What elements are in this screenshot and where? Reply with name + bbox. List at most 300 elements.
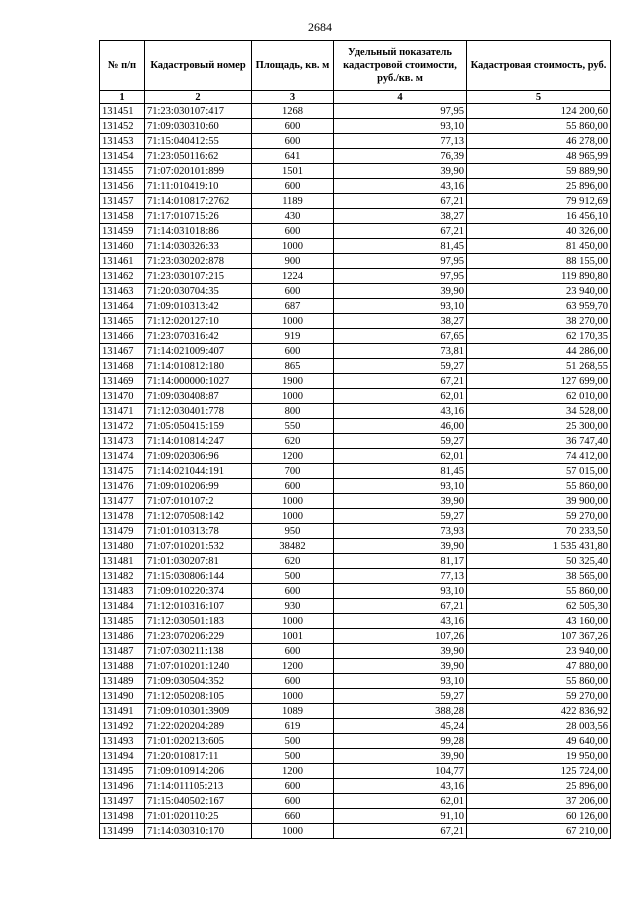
table-row	[100, 554, 611, 569]
area-cell: 1000	[252, 509, 334, 524]
cadastral-number-cell: 71:23:050116:62	[145, 149, 252, 164]
cadastral-number-cell: 71:07:030211:138	[145, 644, 252, 659]
unit-value-cell: 67,21	[334, 824, 467, 839]
table-row	[100, 389, 611, 404]
unit-value-cell: 59,27	[334, 689, 467, 704]
cadastral-value-cell: 55 860,00	[467, 479, 611, 494]
table-row	[100, 494, 611, 509]
cadastral-value-cell: 39 900,00	[467, 494, 611, 509]
cadastral-number-cell: 71:23:070316:42	[145, 329, 252, 344]
cadastral-number-cell: 71:09:010220:374	[145, 584, 252, 599]
table-row	[100, 779, 611, 794]
cadastral-value-cell: 19 950,00	[467, 749, 611, 764]
unit-value-cell: 67,21	[334, 599, 467, 614]
cadastral-number-cell: 71:14:021044:191	[145, 464, 252, 479]
area-cell: 800	[252, 404, 334, 419]
cadastral-value-cell: 62 170,35	[467, 329, 611, 344]
unit-value-cell: 39,90	[334, 644, 467, 659]
row-number-cell: 131493	[100, 734, 145, 749]
row-number-cell: 131495	[100, 764, 145, 779]
cadastral-value-cell: 55 860,00	[467, 119, 611, 134]
area-cell: 600	[252, 479, 334, 494]
unit-value-cell: 59,27	[334, 434, 467, 449]
row-number-cell: 131498	[100, 809, 145, 824]
cadastral-number-cell: 71:23:070206:229	[145, 629, 252, 644]
cadastral-value-cell: 37 206,00	[467, 794, 611, 809]
cadastral-number-cell: 71:07:010201:532	[145, 539, 252, 554]
area-cell: 1001	[252, 629, 334, 644]
cadastral-number-cell: 71:23:030107:417	[145, 104, 252, 119]
table-header-row	[100, 41, 611, 91]
cadastral-number-cell: 71:23:030202:878	[145, 254, 252, 269]
cadastral-number-cell: 71:12:050208:105	[145, 689, 252, 704]
row-number-cell: 131480	[100, 539, 145, 554]
area-cell: 600	[252, 134, 334, 149]
row-number-cell: 131454	[100, 149, 145, 164]
table-row	[100, 749, 611, 764]
table-row	[100, 629, 611, 644]
table-row	[100, 584, 611, 599]
unit-value-cell: 43,16	[334, 179, 467, 194]
unit-value-cell: 45,24	[334, 719, 467, 734]
column-number: 4	[334, 91, 467, 104]
unit-value-cell: 39,90	[334, 539, 467, 554]
unit-value-cell: 388,28	[334, 704, 467, 719]
cadastral-value-cell: 25 896,00	[467, 179, 611, 194]
area-cell: 600	[252, 224, 334, 239]
cadastral-number-cell: 71:22:020204:289	[145, 719, 252, 734]
row-number-cell: 131452	[100, 119, 145, 134]
unit-value-cell: 43,16	[334, 779, 467, 794]
table-row	[100, 764, 611, 779]
cadastral-value-cell: 16 456,10	[467, 209, 611, 224]
area-cell: 600	[252, 674, 334, 689]
header-unit-value: Удельный показатель кадастровой стоимости, руб./кв. м	[334, 41, 467, 91]
unit-value-cell: 91,10	[334, 809, 467, 824]
area-cell: 1000	[252, 614, 334, 629]
cadastral-number-cell: 71:01:020213:605	[145, 734, 252, 749]
cadastral-value-cell: 74 412,00	[467, 449, 611, 464]
unit-value-cell: 62,01	[334, 794, 467, 809]
row-number-cell: 131469	[100, 374, 145, 389]
unit-value-cell: 97,95	[334, 254, 467, 269]
area-cell: 600	[252, 779, 334, 794]
row-number-cell: 131479	[100, 524, 145, 539]
table-row	[100, 734, 611, 749]
area-cell: 950	[252, 524, 334, 539]
row-number-cell: 131453	[100, 134, 145, 149]
cadastral-number-cell: 71:20:030704:35	[145, 284, 252, 299]
area-cell: 660	[252, 809, 334, 824]
cadastral-value-cell: 59 889,90	[467, 164, 611, 179]
row-number-cell: 131468	[100, 359, 145, 374]
table-row	[100, 524, 611, 539]
row-number-cell: 131482	[100, 569, 145, 584]
area-cell: 1000	[252, 494, 334, 509]
row-number-cell: 131496	[100, 779, 145, 794]
cadastral-value-cell: 67 210,00	[467, 824, 611, 839]
cadastral-value-cell: 25 300,00	[467, 419, 611, 434]
unit-value-cell: 38,27	[334, 209, 467, 224]
unit-value-cell: 43,16	[334, 404, 467, 419]
cadastral-number-cell: 71:14:010814:247	[145, 434, 252, 449]
unit-value-cell: 46,00	[334, 419, 467, 434]
unit-value-cell: 39,90	[334, 494, 467, 509]
area-cell: 1000	[252, 389, 334, 404]
cadastral-value-cell: 81 450,00	[467, 239, 611, 254]
unit-value-cell: 67,65	[334, 329, 467, 344]
cadastral-number-cell: 71:09:030504:352	[145, 674, 252, 689]
cadastral-value-cell: 44 286,00	[467, 344, 611, 359]
cadastral-number-cell: 71:07:020101:899	[145, 164, 252, 179]
area-cell: 1268	[252, 104, 334, 119]
cadastral-value-cell: 40 326,00	[467, 224, 611, 239]
unit-value-cell: 97,95	[334, 104, 467, 119]
area-cell: 600	[252, 584, 334, 599]
cadastral-value-cell: 60 126,00	[467, 809, 611, 824]
row-number-cell: 131484	[100, 599, 145, 614]
area-cell: 600	[252, 794, 334, 809]
table-row	[100, 599, 611, 614]
row-number-cell: 131475	[100, 464, 145, 479]
cadastral-value-cell: 38 270,00	[467, 314, 611, 329]
table-body	[100, 104, 611, 839]
area-cell: 1000	[252, 824, 334, 839]
area-cell: 619	[252, 719, 334, 734]
row-number-cell: 131481	[100, 554, 145, 569]
unit-value-cell: 81,45	[334, 239, 467, 254]
row-number-cell: 131478	[100, 509, 145, 524]
table-row	[100, 689, 611, 704]
cadastral-number-cell: 71:14:031018:86	[145, 224, 252, 239]
unit-value-cell: 104,77	[334, 764, 467, 779]
area-cell: 865	[252, 359, 334, 374]
table-row	[100, 239, 611, 254]
cadastral-number-cell: 71:09:010301:3909	[145, 704, 252, 719]
cadastral-value-cell: 422 836,92	[467, 704, 611, 719]
area-cell: 500	[252, 569, 334, 584]
cadastral-value-cell: 63 959,70	[467, 299, 611, 314]
row-number-cell: 131455	[100, 164, 145, 179]
row-number-cell: 131461	[100, 254, 145, 269]
page-number: 2684	[308, 20, 332, 34]
cadastral-number-cell: 71:07:010107:2	[145, 494, 252, 509]
cadastral-number-cell: 71:15:040502:167	[145, 794, 252, 809]
area-cell: 1000	[252, 314, 334, 329]
cadastral-value-cell: 62 010,00	[467, 389, 611, 404]
cadastral-number-cell: 71:14:011105:213	[145, 779, 252, 794]
cadastral-value-cell: 119 890,80	[467, 269, 611, 284]
cadastral-value-cell: 59 270,00	[467, 509, 611, 524]
cadastral-number-cell: 71:09:010206:99	[145, 479, 252, 494]
cadastral-number-cell: 71:11:010419:10	[145, 179, 252, 194]
row-number-cell: 131463	[100, 284, 145, 299]
cadastral-value-cell: 125 724,00	[467, 764, 611, 779]
row-number-cell: 131466	[100, 329, 145, 344]
row-number-cell: 131488	[100, 659, 145, 674]
unit-value-cell: 93,10	[334, 119, 467, 134]
table-row	[100, 449, 611, 464]
row-number-cell: 131487	[100, 644, 145, 659]
header-row-number: № п/п	[100, 41, 145, 91]
table-row	[100, 299, 611, 314]
unit-value-cell: 76,39	[334, 149, 467, 164]
cadastral-table	[99, 40, 611, 839]
area-cell: 600	[252, 179, 334, 194]
row-number-cell: 131464	[100, 299, 145, 314]
row-number-cell: 131460	[100, 239, 145, 254]
cadastral-number-cell: 71:15:030806:144	[145, 569, 252, 584]
unit-value-cell: 77,13	[334, 134, 467, 149]
area-cell: 1000	[252, 239, 334, 254]
cadastral-value-cell: 25 896,00	[467, 779, 611, 794]
table-row	[100, 344, 611, 359]
cadastral-number-cell: 71:14:000000:1027	[145, 374, 252, 389]
row-number-cell: 131472	[100, 419, 145, 434]
area-cell: 600	[252, 119, 334, 134]
cadastral-number-cell: 71:09:030310:60	[145, 119, 252, 134]
cadastral-value-cell: 88 155,00	[467, 254, 611, 269]
unit-value-cell: 93,10	[334, 674, 467, 689]
row-number-cell: 131456	[100, 179, 145, 194]
cadastral-value-cell: 55 860,00	[467, 674, 611, 689]
cadastral-number-cell: 71:12:010316:107	[145, 599, 252, 614]
row-number-cell: 131457	[100, 194, 145, 209]
unit-value-cell: 38,27	[334, 314, 467, 329]
unit-value-cell: 93,10	[334, 299, 467, 314]
cadastral-number-cell: 71:17:010715:26	[145, 209, 252, 224]
table-row	[100, 644, 611, 659]
area-cell: 600	[252, 644, 334, 659]
area-cell: 1000	[252, 689, 334, 704]
cadastral-value-cell: 23 940,00	[467, 284, 611, 299]
table-row	[100, 569, 611, 584]
area-cell: 550	[252, 419, 334, 434]
row-number-cell: 131477	[100, 494, 145, 509]
unit-value-cell: 73,81	[334, 344, 467, 359]
header-cadastral-number: Кадастровый номер	[145, 41, 252, 91]
unit-value-cell: 39,90	[334, 749, 467, 764]
row-number-cell: 131492	[100, 719, 145, 734]
cadastral-number-cell: 71:07:010201:1240	[145, 659, 252, 674]
unit-value-cell: 93,10	[334, 479, 467, 494]
unit-value-cell: 67,21	[334, 224, 467, 239]
area-cell: 930	[252, 599, 334, 614]
header-cadastral-value: Кадастровая стоимость, руб.	[467, 41, 611, 91]
cadastral-number-cell: 71:12:030501:183	[145, 614, 252, 629]
row-number-cell: 131491	[100, 704, 145, 719]
unit-value-cell: 77,13	[334, 569, 467, 584]
table-row	[100, 119, 611, 134]
cadastral-number-cell: 71:14:030326:33	[145, 239, 252, 254]
table-row	[100, 329, 611, 344]
area-cell: 500	[252, 749, 334, 764]
area-cell: 641	[252, 149, 334, 164]
area-cell: 1089	[252, 704, 334, 719]
area-cell: 687	[252, 299, 334, 314]
row-number-cell: 131467	[100, 344, 145, 359]
cadastral-value-cell: 23 940,00	[467, 644, 611, 659]
cadastral-value-cell: 1 535 431,80	[467, 539, 611, 554]
row-number-cell: 131483	[100, 584, 145, 599]
unit-value-cell: 73,93	[334, 524, 467, 539]
area-cell: 620	[252, 434, 334, 449]
unit-value-cell: 43,16	[334, 614, 467, 629]
row-number-cell: 131486	[100, 629, 145, 644]
area-cell: 919	[252, 329, 334, 344]
row-number-cell: 131485	[100, 614, 145, 629]
table-row	[100, 794, 611, 809]
area-cell: 38482	[252, 539, 334, 554]
cadastral-value-cell: 48 965,99	[467, 149, 611, 164]
cadastral-value-cell: 34 528,00	[467, 404, 611, 419]
cadastral-value-cell: 62 505,30	[467, 599, 611, 614]
cadastral-value-cell: 124 200,60	[467, 104, 611, 119]
unit-value-cell: 107,26	[334, 629, 467, 644]
area-cell: 1200	[252, 659, 334, 674]
area-cell: 700	[252, 464, 334, 479]
table-row	[100, 269, 611, 284]
unit-value-cell: 59,27	[334, 509, 467, 524]
table-row	[100, 374, 611, 389]
area-cell: 600	[252, 344, 334, 359]
table-row	[100, 179, 611, 194]
cadastral-number-cell: 71:09:010914:206	[145, 764, 252, 779]
table-row	[100, 509, 611, 524]
area-cell: 430	[252, 209, 334, 224]
cadastral-value-cell: 43 160,00	[467, 614, 611, 629]
cadastral-number-cell: 71:14:010812:180	[145, 359, 252, 374]
cadastral-value-cell: 55 860,00	[467, 584, 611, 599]
cadastral-number-cell: 71:20:010817:11	[145, 749, 252, 764]
cadastral-value-cell: 70 233,50	[467, 524, 611, 539]
area-cell: 1501	[252, 164, 334, 179]
row-number-cell: 131458	[100, 209, 145, 224]
row-number-cell: 131471	[100, 404, 145, 419]
cadastral-value-cell: 107 367,26	[467, 629, 611, 644]
cadastral-number-cell: 71:09:030408:87	[145, 389, 252, 404]
cadastral-value-cell: 47 880,00	[467, 659, 611, 674]
unit-value-cell: 59,27	[334, 359, 467, 374]
unit-value-cell: 67,21	[334, 374, 467, 389]
table-row	[100, 194, 611, 209]
area-cell: 600	[252, 284, 334, 299]
unit-value-cell: 62,01	[334, 449, 467, 464]
cadastral-number-cell: 71:12:070508:142	[145, 509, 252, 524]
table-row	[100, 284, 611, 299]
area-cell: 500	[252, 734, 334, 749]
row-number-cell: 131473	[100, 434, 145, 449]
row-number-cell: 131474	[100, 449, 145, 464]
unit-value-cell: 99,28	[334, 734, 467, 749]
cadastral-value-cell: 50 325,40	[467, 554, 611, 569]
cadastral-number-cell: 71:12:030401:778	[145, 404, 252, 419]
cadastral-number-cell: 71:01:030207:81	[145, 554, 252, 569]
unit-value-cell: 62,01	[334, 389, 467, 404]
row-number-cell: 131465	[100, 314, 145, 329]
row-number-cell: 131494	[100, 749, 145, 764]
area-cell: 1200	[252, 764, 334, 779]
table-row	[100, 614, 611, 629]
cadastral-number-cell: 71:09:020306:96	[145, 449, 252, 464]
table-row	[100, 824, 611, 839]
unit-value-cell: 81,45	[334, 464, 467, 479]
table-row	[100, 479, 611, 494]
cadastral-value-cell: 79 912,69	[467, 194, 611, 209]
area-cell: 1200	[252, 449, 334, 464]
area-cell: 900	[252, 254, 334, 269]
cadastral-number-cell: 71:01:020110:25	[145, 809, 252, 824]
row-number-cell: 131489	[100, 674, 145, 689]
row-number-cell: 131497	[100, 794, 145, 809]
unit-value-cell: 67,21	[334, 194, 467, 209]
cadastral-number-cell: 71:14:010817:2762	[145, 194, 252, 209]
table-row	[100, 224, 611, 239]
cadastral-value-cell: 51 268,55	[467, 359, 611, 374]
area-cell: 1224	[252, 269, 334, 284]
table-row	[100, 359, 611, 374]
cadastral-value-cell: 28 003,56	[467, 719, 611, 734]
cadastral-value-cell: 57 015,00	[467, 464, 611, 479]
area-cell: 1900	[252, 374, 334, 389]
table-row	[100, 539, 611, 554]
table-row	[100, 164, 611, 179]
cadastral-number-cell: 71:12:020127:10	[145, 314, 252, 329]
column-number: 2	[145, 91, 252, 104]
cadastral-value-cell: 46 278,00	[467, 134, 611, 149]
cadastral-number-cell: 71:05:050415:159	[145, 419, 252, 434]
column-number-row	[100, 91, 611, 104]
table-row	[100, 809, 611, 824]
row-number-cell: 131462	[100, 269, 145, 284]
table-row	[100, 104, 611, 119]
row-number-cell: 131470	[100, 389, 145, 404]
row-number-cell: 131476	[100, 479, 145, 494]
unit-value-cell: 97,95	[334, 269, 467, 284]
row-number-cell: 131451	[100, 104, 145, 119]
table-row	[100, 719, 611, 734]
cadastral-number-cell: 71:01:010313:78	[145, 524, 252, 539]
cadastral-value-cell: 49 640,00	[467, 734, 611, 749]
cadastral-number-cell: 71:14:021009:407	[145, 344, 252, 359]
column-number: 3	[252, 91, 334, 104]
table-row	[100, 659, 611, 674]
unit-value-cell: 39,90	[334, 659, 467, 674]
cadastral-value-cell: 59 270,00	[467, 689, 611, 704]
table-row	[100, 134, 611, 149]
table-row	[100, 209, 611, 224]
row-number-cell: 131499	[100, 824, 145, 839]
row-number-cell: 131459	[100, 224, 145, 239]
cadastral-value-cell: 38 565,00	[467, 569, 611, 584]
table-row	[100, 434, 611, 449]
table-row	[100, 419, 611, 434]
cadastral-number-cell: 71:15:040412:55	[145, 134, 252, 149]
cadastral-number-cell: 71:14:030310:170	[145, 824, 252, 839]
table-row	[100, 674, 611, 689]
header-area: Площадь, кв. м	[252, 41, 334, 91]
column-number: 5	[467, 91, 611, 104]
unit-value-cell: 81,17	[334, 554, 467, 569]
row-number-cell: 131490	[100, 689, 145, 704]
unit-value-cell: 93,10	[334, 584, 467, 599]
unit-value-cell: 39,90	[334, 284, 467, 299]
area-cell: 620	[252, 554, 334, 569]
column-number: 1	[100, 91, 145, 104]
table-row	[100, 314, 611, 329]
area-cell: 1189	[252, 194, 334, 209]
table-row	[100, 254, 611, 269]
